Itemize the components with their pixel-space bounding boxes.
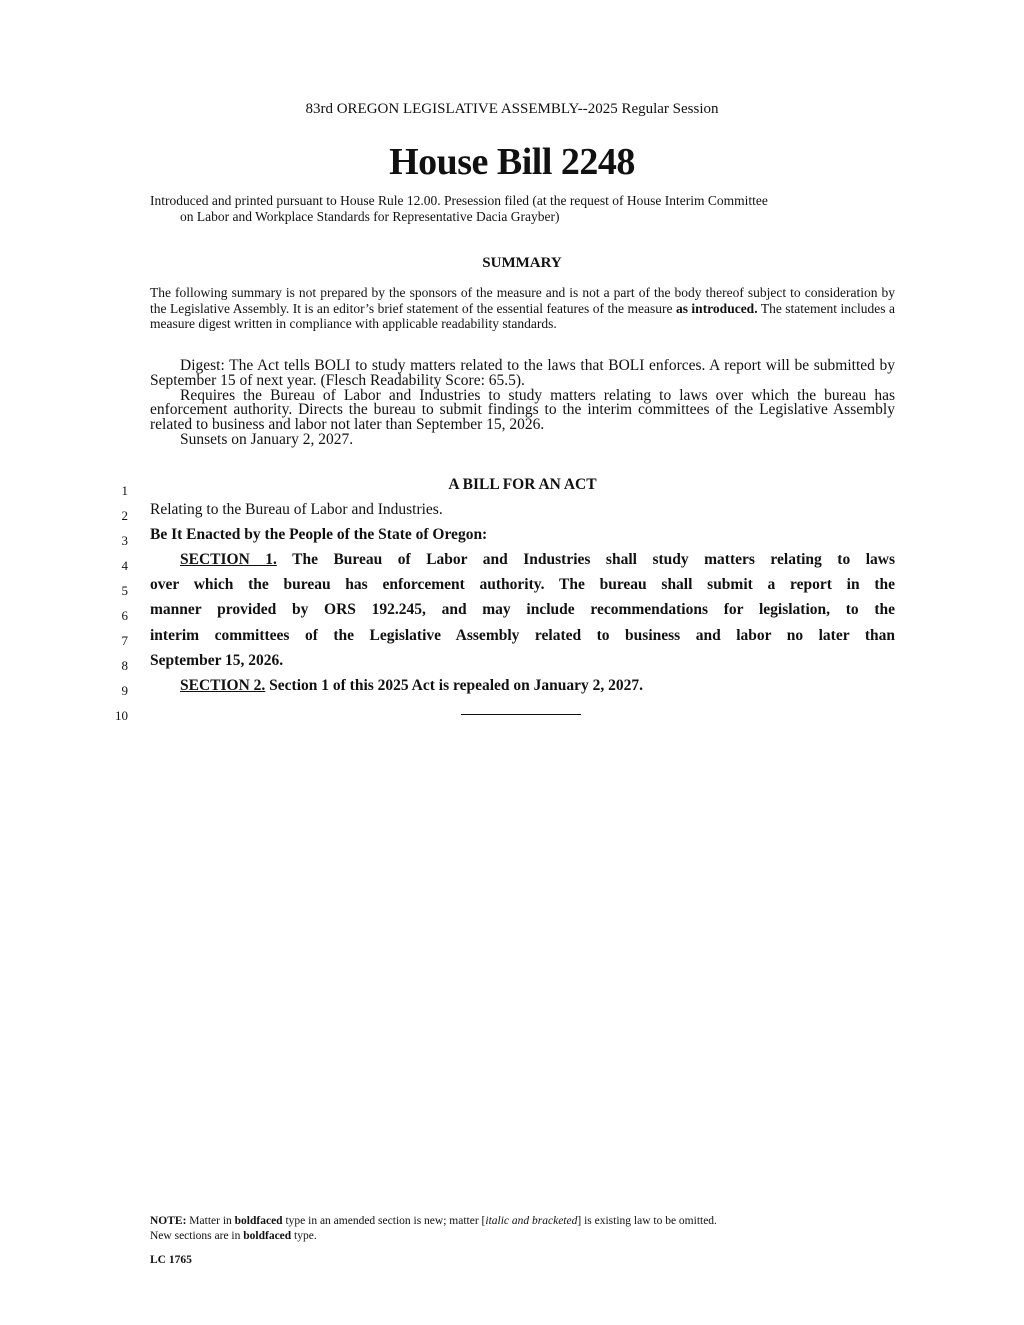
- note-bold: boldfaced: [243, 1230, 292, 1242]
- relating-clause: Relating to the Bureau of Labor and Industries.: [150, 501, 443, 519]
- line-number: 6: [121, 608, 128, 623]
- summary-text-part2: The statement includes a measure digest written in compliance with applicable readability standards.: [150, 300, 895, 331]
- section-2: [150, 673, 895, 698]
- note-text: type in an amended section is new; matter [: [282, 1215, 486, 1227]
- line-numbers: [108, 478, 128, 728]
- summary-text-bold: as introduced.: [675, 300, 758, 316]
- summary-text-part1: The following summary is not prepared by the sponsors of the measure and is not a part of the body thereof subject to consideration by the Legislative Assembly. It is an editor’s brief statement of the essential features of the measure: [150, 285, 895, 316]
- line-number: 5: [121, 583, 128, 598]
- section-1-line-3: manner provided by ORS 192.245, and may include recommendations for legislation, to the: [150, 601, 895, 619]
- digest-paragraph-1: Digest: The Act tells BOLI to study matters related to the laws that BOLI enforces. A report will be submitted by September 15 of next year. (Flesch Readability Score: 65.5).: [150, 357, 895, 389]
- lc-number: LC 1765: [150, 1254, 192, 1266]
- line-number: 1: [121, 483, 128, 498]
- summary-heading: SUMMARY: [482, 255, 562, 271]
- note-bold: boldfaced: [234, 1215, 283, 1227]
- intro-line-1: Introduced and printed pursuant to House Rule 12.00. Presession filed (at the request of House Interim Committee: [150, 193, 768, 208]
- note-italic: italic and bracketed: [485, 1215, 578, 1227]
- section-1-line-5: September 15, 2026.: [150, 651, 284, 669]
- intro-line-2: on Labor and Workplace Standards for Representative Dacia Grayber): [180, 209, 560, 224]
- note-text: type.: [291, 1230, 317, 1242]
- line-number: 2: [121, 508, 128, 523]
- section-1-line-4: interim committees of the Legislative Assembly related to business and labor no later than: [150, 626, 895, 644]
- bill-title: House Bill 2248: [389, 141, 635, 183]
- digest-paragraph-2: Requires the Bureau of Labor and Industries to study matters relating to laws over which the bureau has enforcement authority. Directs the bureau to submit findings to the interim committees of the Legislative Assembly related to business and labor not later than September 15, 2026.: [150, 386, 895, 434]
- note-text: Matter in: [186, 1215, 235, 1227]
- section-1-line-2: over which the bureau has enforcement authority. The bureau shall submit a report in the: [150, 576, 895, 594]
- line-number: 4: [121, 558, 128, 573]
- digest-paragraph-3: Sunsets on January 2, 2027.: [180, 430, 354, 448]
- note-text: New sections are in: [150, 1230, 244, 1242]
- line-number: 8: [121, 658, 128, 673]
- section-2-label: SECTION 2.: [180, 676, 266, 694]
- bill-body: [150, 472, 895, 698]
- section-2-text: Section 1 of this 2025 Act is repealed on January 2, 2027.: [265, 676, 644, 694]
- section-1-text: The Bureau of Labor and Industries shall study matters relating to laws: [276, 551, 895, 569]
- line-number: 9: [121, 683, 128, 698]
- summary-text: [150, 285, 895, 332]
- end-rule: [461, 714, 581, 715]
- line-number: 3: [121, 533, 128, 548]
- enacting-clause: Be It Enacted by the People of the State of Oregon:: [150, 526, 488, 544]
- digest: [150, 359, 895, 448]
- footer-note: [150, 1214, 910, 1244]
- bill-heading: A BILL FOR AN ACT: [448, 476, 597, 493]
- note-label: NOTE:: [150, 1215, 187, 1227]
- section-1-line-1: [150, 547, 895, 572]
- session-header: 83rd OREGON LEGISLATIVE ASSEMBLY--2025 Regular Session: [305, 101, 719, 117]
- line-number: 7: [121, 633, 128, 648]
- section-1-label: SECTION 1.: [180, 551, 277, 569]
- line-number: 10: [115, 708, 128, 723]
- note-text: ] is existing law to be omitted.: [577, 1215, 717, 1227]
- intro-statement: [150, 193, 895, 225]
